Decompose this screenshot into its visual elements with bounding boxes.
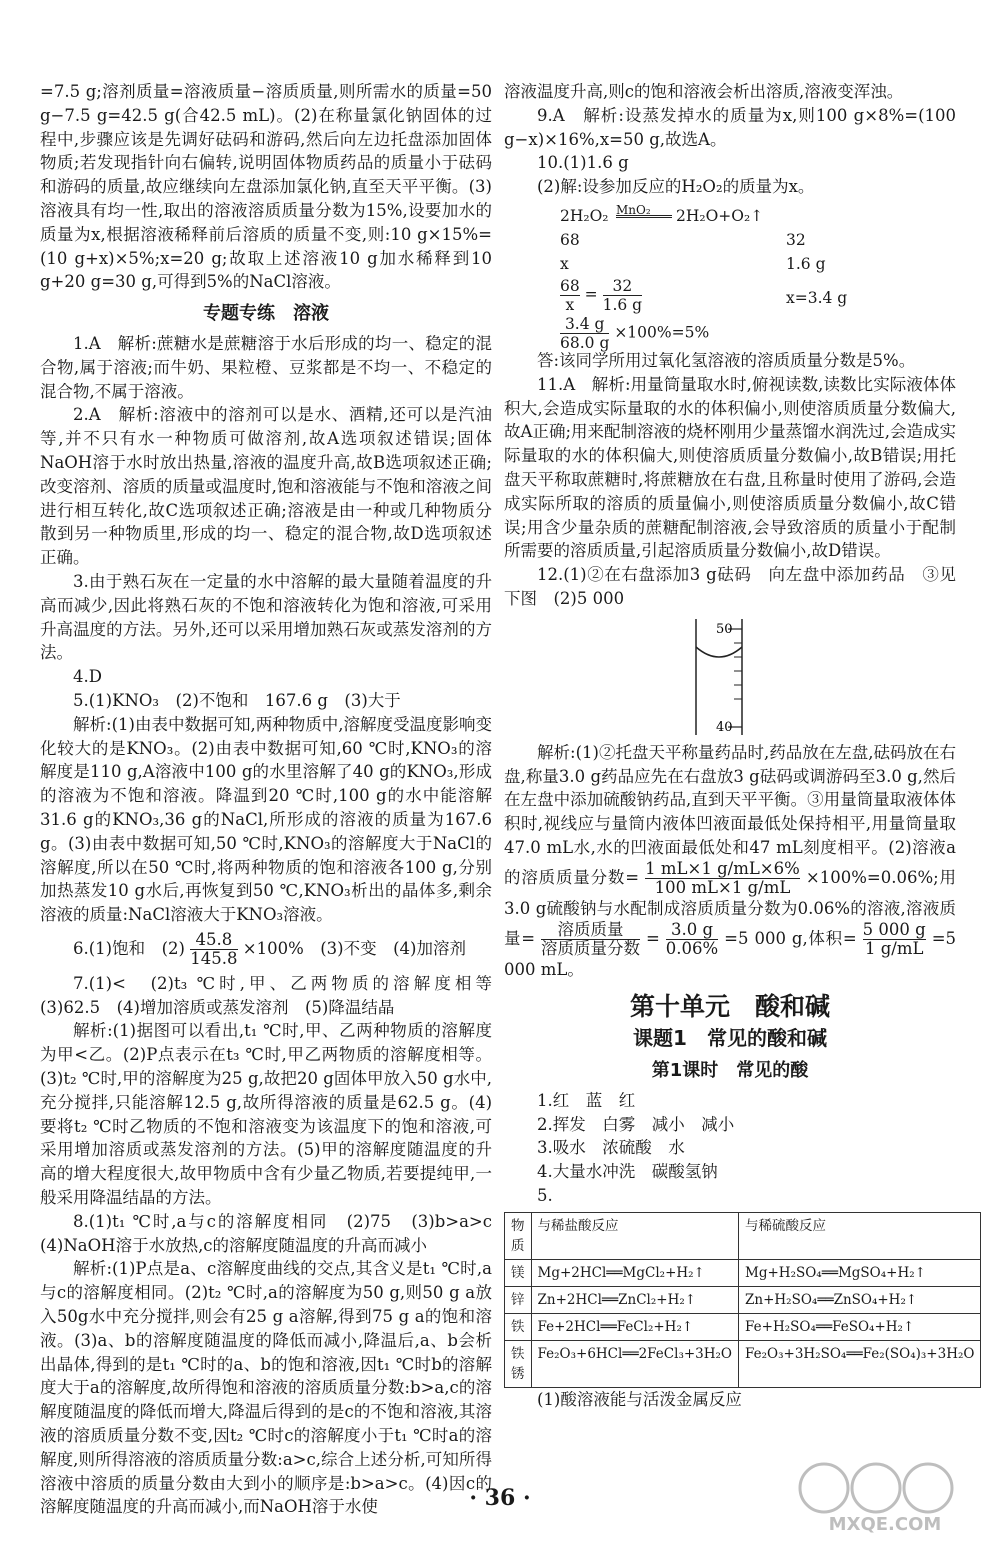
answer-12: 12.(1)②在右盘添加3 g砝码 向左盘中添加药品 ③见下图 (2)5 000	[504, 565, 956, 608]
answer-line: 5.	[537, 1185, 553, 1205]
table-cell: 镁	[505, 1259, 532, 1286]
ratio-answer: x=3.4 g	[786, 288, 848, 307]
fraction-denominator: 68.0 g	[560, 333, 610, 352]
fraction-denominator: x	[565, 295, 575, 314]
answer-11: 11.A 解析:用量筒量取水时,俯视读数,读数比实际液体体积大,会造成实际量取的水的体积偏小,则使溶质质量分数偏大,故A正确;用来配制溶液的烧杯刚用少量蒸馏水润洗过,会造成实际量取的水的体积偏大,则使溶质质量分数偏小,故B错误;用托盘天平称取蔗糖时,将蔗糖放在右盘,且称量时使用了游码,会造成实际所取的溶质的质量偏小,则使溶质质量分数偏小,故C错误;用含少量杂质的蔗糖配制溶液,会导致溶质的质量小于配制所需要的溶质质量,引起溶质质量分数偏小,故D错误。	[504, 374, 956, 561]
watermark-logo	[790, 1458, 980, 1534]
answer-5: 5.(1)KNO₃ (2)不饱和 167.6 g (3)大于	[73, 690, 401, 710]
equals-sign: =	[584, 285, 598, 304]
equals-sign: =	[645, 928, 660, 948]
analysis-text: =5 000 mL。	[504, 928, 957, 979]
table-cell: 铁	[505, 1313, 532, 1340]
table-header: 与稀硫酸反应	[739, 1212, 981, 1259]
table-cell: Fe+2HCl══FeCl₂+H₂↑	[531, 1313, 739, 1340]
fraction	[863, 921, 926, 958]
answer-line: 3.吸水 浓硫酸 水	[537, 1138, 685, 1158]
reaction-arrow	[616, 215, 672, 218]
fraction-denominator: 145.8	[190, 948, 238, 968]
answer-line: 2.挥发 白雾 减小 减小	[537, 1114, 735, 1134]
lesson-title: 课题1 常见的酸和碱	[633, 1026, 827, 1051]
table-row	[505, 1340, 981, 1387]
analysis-text: =5 000 g,体积=	[724, 928, 857, 948]
table-cell: Zn+H₂SO₄══ZnSO₄+H₂↑	[739, 1286, 981, 1313]
fraction-numerator: 3.4 g	[560, 315, 609, 334]
meniscus	[696, 647, 742, 657]
fraction-numerator: 3.0 g	[666, 921, 718, 940]
fraction	[560, 277, 580, 314]
graduated-cylinder	[504, 611, 956, 741]
scale-label-40: 40	[716, 719, 733, 735]
answer-6	[40, 931, 492, 968]
equation-right: 2H₂O+O₂↑	[676, 206, 764, 225]
answer-6-text-a: 6.(1)饱和 (2)	[73, 938, 185, 958]
table-cell: Fe+H₂SO₄══FeSO₄+H₂↑	[739, 1313, 981, 1340]
answer-line: 1.红 蓝 红	[537, 1090, 636, 1110]
catalyst-label: MnO₂	[616, 202, 651, 217]
answer-10-1: 10.(1)1.6 g	[537, 153, 629, 173]
answer-8-analysis: 解析:(1)P点是a、c溶解度曲线的交点,其含义是t₁ ℃时,a与c的溶解度相同。(2)t₂ ℃时,a的溶解度为50 g,则50 g a放入50g水中充分搅拌,则会有25 g a溶解,得到75 g a的饱和溶液。(3)a、b的溶解度随温度的降低而减小,降温后,a、b会析出晶体,得到的是t₁ ℃时的a、b的饱和溶液,因t₁ ℃时b的溶解度大于a的溶解度,故所得饱和溶液的溶质质量分数:b>a,c的溶解度随温度的降低而增大,降温后得到的是c的不饱和溶液,其溶液的溶质质量分数不变,因t₂ ℃时c的溶解度小于t₁ ℃时a的溶解度,则所得溶液的溶质质量分数:a>c,综合上述分析,可知所得溶液中溶质的质量分数由大到小的顺序是:b>a>c。(4)因c的溶解度随温度的升高而减小,而NaOH溶于水使	[40, 1259, 492, 1517]
graduated-cylinder-figure	[504, 611, 956, 741]
table-header: 物质	[505, 1212, 532, 1259]
watermark-circle-icon	[800, 1464, 848, 1512]
fraction-numerator: 68	[560, 276, 580, 295]
fraction-numerator: 5 000 g	[862, 919, 926, 939]
analysis-text: 解析:(1)②托盘天平称量药品时,药品放在左盘,砝码放在右盘,称量3.0 g药品应先在右盘放3 g砝码或调游码至3.0 g,然后在左盘中添加硫酸钠药品,直到天平平衡。③用量筒量取液体体积时,视线应与量筒内液体凹液面最低处保持相平,用量筒量取47.0 mL水,水的凹液面最低处和47 mL刻度相平。(2)溶液a的溶质质量分数=	[504, 742, 956, 887]
table-row	[505, 1259, 981, 1286]
ratio	[560, 277, 642, 314]
fraction	[666, 921, 718, 958]
mass-1-6: 1.6 g	[786, 254, 826, 273]
paragraph: 溶液温度升高,则c的饱和溶液会析出溶质,溶液变浑浊。	[504, 82, 904, 101]
equation-left: 2H₂O₂	[560, 206, 609, 225]
table-header: 与稀盐酸反应	[531, 1212, 739, 1259]
molar-mass-32: 32	[786, 230, 806, 249]
fraction	[190, 931, 237, 968]
fraction-numerator: 45.8	[190, 931, 237, 950]
answer-6-text-b: ×100% (3)不变 (4)加溶剂	[242, 938, 466, 958]
page-number: · 36 ·	[469, 1485, 531, 1511]
answer-5-analysis: 解析:(1)由表中数据可知,两种物质中,溶解度受温度影响变化较大的是KNO₃。(2)由表中数据可知,60 ℃时,KNO₃的溶解度是110 g,A溶液中100 g的水里溶解了40 g的KNO₃,形成的溶液为不饱和溶液。降温到20 ℃时,100 g的水中能溶解31.6 g的KNO₃,36 g的NaCl,所形成的溶液的质量为167.6 g。(3)由表中数据可知,50 ℃时,KNO₃的溶解度大于NaCl的溶解度,所以在50 ℃时,将两种物质的饱和溶液各100 g,分别加热蒸发10 g水后,再恢复到50 ℃,KNO₃析出的晶体多,剩余溶液的质量:NaCl溶液大于KNO₃溶液。	[40, 714, 492, 925]
table-header-row	[505, 1212, 981, 1259]
answer-10-conclusion: 答:该同学所用过氧化氢溶液的溶质质量分数是5%。	[537, 350, 916, 370]
period-title: 第1课时 常见的酸	[651, 1059, 809, 1081]
percentage	[560, 315, 709, 352]
fraction	[645, 860, 800, 897]
answer-2: 2.A 解析:溶液中的溶剂可以是水、酒精,还可以是汽油等,并不只有水一种物质可做溶剂,故A选项叙述错误;固体NaOH溶于水时放出热量,溶液的温度升高,故B选项叙述正确;改变溶剂、溶质的质量或温度时,饱和溶液能与不饱和溶液之间进行相互转化,故C选项叙述正确;溶液是由一种或几种物质分散到另一种物质里,形成的均一、稳定的混合物,故D选项叙述正确。	[40, 405, 492, 568]
answer-7: 7.(1)< (2)t₃ ℃时,甲、乙两物质的溶解度相等 (3)62.5 (4)增加溶质或蒸发溶剂 (5)降温结晶	[40, 973, 509, 1017]
table-cell: 锌	[505, 1286, 532, 1313]
answer-1: 1.A 解析:蔗糖水是蔗糖溶于水后形成的均一、稳定的混合物,属于溶液;而牛奶、果粒橙、豆浆都是不均一、不稳定的混合物,不属于溶液。	[40, 333, 492, 401]
unknown-x: x	[560, 254, 569, 273]
table-cell: Fe₂O₃+3H₂SO₄══Fe₂(SO₄)₃+3H₂O	[739, 1340, 981, 1387]
table-cell: Fe₂O₃+6HCl══2FeCl₃+3H₂O	[531, 1340, 739, 1387]
answer-8: 8.(1)t₁ ℃时,a与c的溶解度相同 (2)75 (3)b>a>c (4)NaOH溶于水放热,c的溶解度随温度的升高而减小	[40, 1211, 509, 1255]
table-cell: Zn+2HCl══ZnCl₂+H₂↑	[531, 1286, 739, 1313]
fraction-denominator: 1 g/mL	[864, 938, 924, 958]
fraction-numerator: 溶质质量	[541, 921, 640, 940]
scale-label-50: 50	[716, 621, 733, 637]
molar-mass-68: 68	[560, 230, 580, 249]
answer-4: 4.D	[73, 667, 102, 687]
acid-reaction-table	[504, 1212, 981, 1388]
fraction	[603, 277, 643, 314]
fraction-numerator: 1 mL×1 g/mL×6%	[645, 858, 800, 878]
fraction-denominator: 0.06%	[665, 938, 719, 958]
chemical-calculation	[504, 199, 956, 352]
answer-7-analysis: 解析:(1)据图可以看出,t₁ ℃时,甲、乙两种物质的溶解度为甲<乙。(2)P点表示在t₃ ℃时,甲乙两物质的溶解度相等。(3)t₂ ℃时,甲的溶解度为25 g,故把20 g固体甲放入50 g水中,充分搅拌,只能溶解12.5 g,故所得溶液的质量是62.5 g。(4)要将t₂ ℃时乙物质的不饱和溶液变为该温度下的饱和溶液,可采用增加溶质或蒸发溶剂的方法。(5)甲的溶解度随温度的升高的增大程度很大,故甲物质中含有少量乙物质,若要提纯甲,一般采用降温结晶的方法。	[40, 1021, 492, 1208]
section-title: 专题专练 溶液	[203, 303, 329, 325]
unit-title: 第十单元 酸和碱	[629, 992, 830, 1022]
table-cell: 铁锈	[505, 1340, 532, 1387]
answer-12-analysis	[504, 741, 956, 982]
table-note: (1)酸溶液能与活泼金属反应	[537, 1389, 742, 1409]
answer-10-2: (2)解:设参加反应的H₂O₂的质量为x。	[537, 177, 815, 197]
fraction-denominator: 100 mL×1 g/mL	[654, 877, 791, 897]
right-column	[504, 80, 975, 1412]
table-cell: Mg+H₂SO₄══MgSO₄+H₂↑	[739, 1259, 981, 1286]
analysis-text: ×100%=0.06%;用3.0 g硫酸钠与水配制成溶质质量分数为0.06%的溶液,溶液质量=	[504, 867, 957, 948]
fraction-denominator: 溶质质量分数	[541, 938, 641, 958]
left-column	[40, 80, 509, 1519]
percentage-result: ×100%=5%	[614, 323, 710, 342]
watermark-text: MXQE.COM	[828, 1514, 942, 1534]
fraction	[541, 921, 640, 958]
answer-3: 3.由于熟石灰在一定量的水中溶解的最大量随着温度的升高而减少,因此将熟石灰的不饱和溶液转化为饱和溶液,可采用升高温度的方法。另外,还可以采用增加熟石灰或蒸发溶剂的方法。	[40, 571, 492, 663]
watermark-circle-icon	[852, 1464, 900, 1512]
fraction-numerator: 32	[603, 277, 643, 296]
paragraph: =7.5 g;溶剂质量=溶液质量−溶质质量,则所需水的质量=50 g−7.5 g=42.5 g(合42.5 mL)。(2)在称量氯化钠固体的过程中,步骤应该是先调好砝码和游码,然后向左边托盘添加固体物质;若发现指针向右偏转,说明固体物质药品的质量小于砝码和游码的质量,故应继续向左盘添加氯化钠,直至天平平衡。(3)溶液具有均一性,取出的溶液溶质质量分数为15%,设要加水的质量为x,根据溶液稀释前后溶质的质量不变,则:10 g×15%=(10 g+x)×5%;x=20 g;故取上述溶液10 g加水稀释到10 g+20 g=30 g,可得到5%的NaCl溶液。	[40, 82, 492, 292]
fraction-denominator: 1.6 g	[602, 295, 643, 314]
watermark-circle-icon	[904, 1464, 952, 1512]
table-cell: Mg+2HCl══MgCl₂+H₂↑	[531, 1259, 739, 1286]
answer-line: 4.大量水冲洗 碳酸氢钠	[537, 1162, 718, 1182]
fraction	[560, 315, 609, 352]
table-row	[505, 1286, 981, 1313]
table-row	[505, 1313, 981, 1340]
answer-9: 9.A 解析:设蒸发掉水的质量为x,则100 g×8%=(100 g−x)×16%,x=50 g,故选A。	[504, 105, 956, 149]
